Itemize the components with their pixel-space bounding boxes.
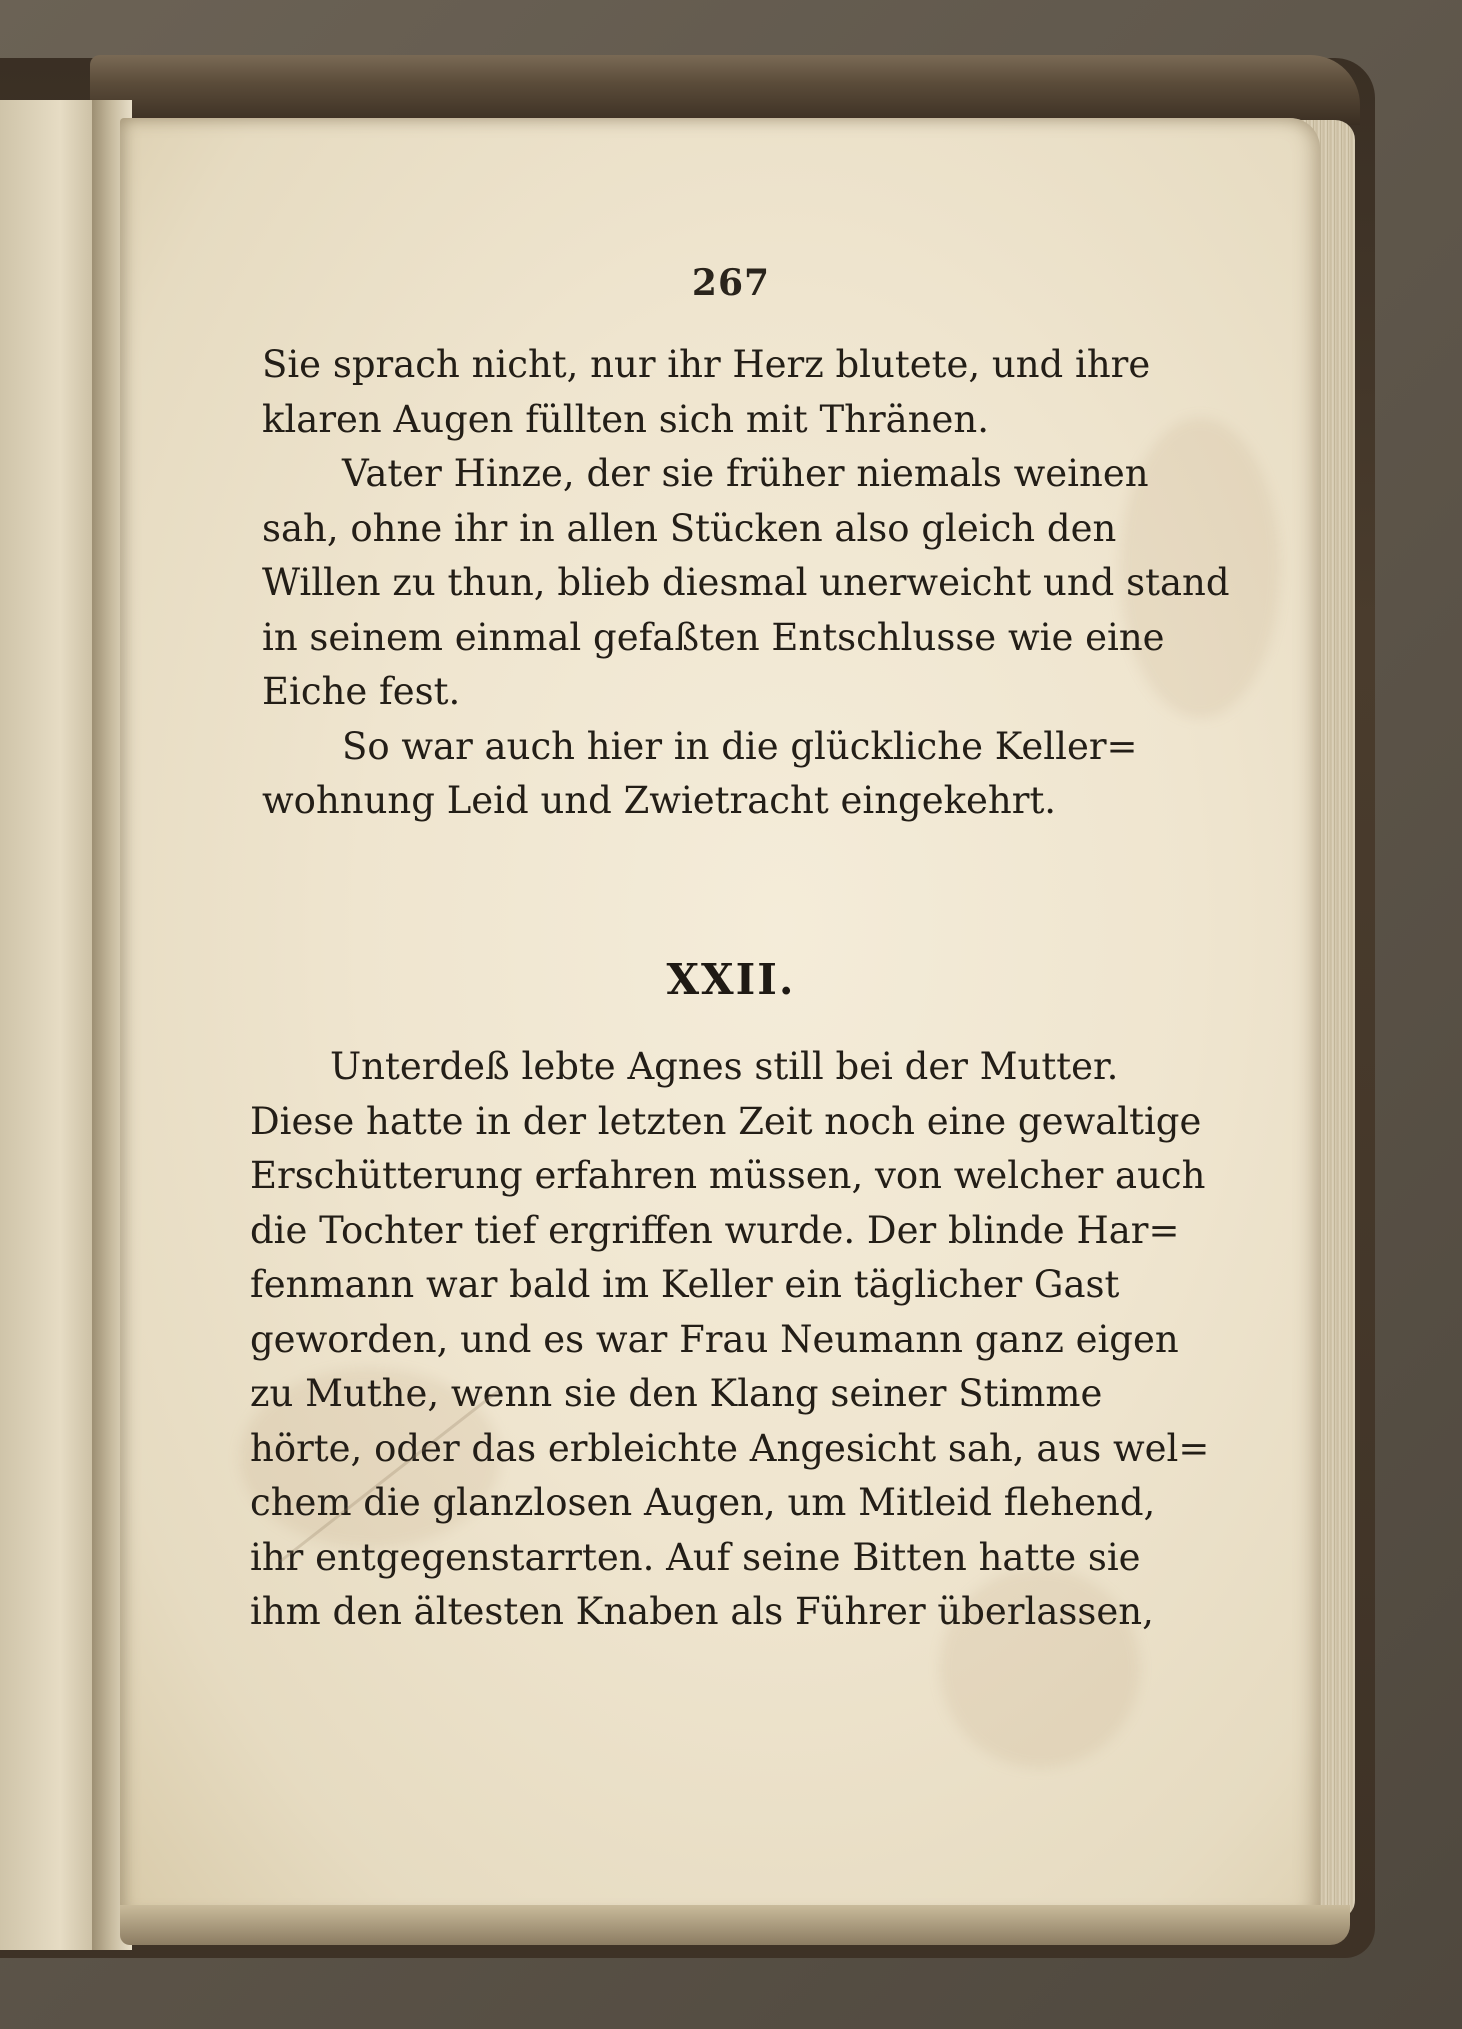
text-line: Vater Hinze, der sie früher niemals weinen — [342, 452, 1149, 495]
text-line: Willen zu thun, blieb diesmal unerweicht und stand — [262, 561, 1230, 604]
page-number: 267 — [691, 262, 771, 304]
page-bottom-edge — [120, 1905, 1350, 1945]
text-line: Erschütterung erfahren müssen, von welcher auch — [250, 1154, 1206, 1197]
text-line: hörte, oder das erbleichte Angesicht sah, aus wel= — [250, 1426, 1210, 1470]
left-facing-page — [0, 100, 100, 1950]
text-line: ihr entgegenstarrten. Auf seine Bitten hatte sie — [250, 1535, 1141, 1579]
text-line: ihm den ältesten Knaben als Führer überlassen, — [250, 1590, 1154, 1633]
text-line: Sie sprach nicht, nur ihr Herz blutete, und ihre — [262, 343, 1151, 386]
text-line: sah, ohne ihr in allen Stücken also gleich den — [262, 506, 1117, 550]
text-line: die Tochter tief ergriffen wurde. Der blinde Har= — [250, 1208, 1180, 1252]
text-block-top — [262, 338, 1230, 829]
text-line: in seinem einmal gefaßten Entschlusse wie eine — [262, 615, 1165, 659]
text-line: Unterdeß lebte Agnes still bei der Mutter. — [330, 1045, 1119, 1088]
text-line: klaren Augen füllten sich mit Thränen. — [262, 397, 990, 441]
text-line: So war auch hier in die glückliche Keller= — [342, 724, 1138, 768]
text-line: wohnung Leid und Zwietracht eingekehrt. — [262, 779, 1057, 822]
book-cover-top-edge — [90, 55, 1360, 125]
text-line: zu Muthe, wenn sie den Klang seiner Stimme — [250, 1372, 1103, 1415]
text-block-bottom — [250, 1040, 1210, 1640]
text-line: geworden, und es war Frau Neumann ganz eigen — [250, 1317, 1179, 1361]
chapter-heading: XXII. — [666, 955, 796, 1004]
text-line: chem die glanzlosen Augen, um Mitleid flehend, — [250, 1481, 1156, 1524]
text-line: Eiche fest. — [262, 670, 461, 713]
text-line: fenmann war bald im Keller ein täglicher Gast — [250, 1263, 1120, 1306]
text-line: Diese hatte in der letzten Zeit noch eine gewaltige — [250, 1099, 1202, 1143]
